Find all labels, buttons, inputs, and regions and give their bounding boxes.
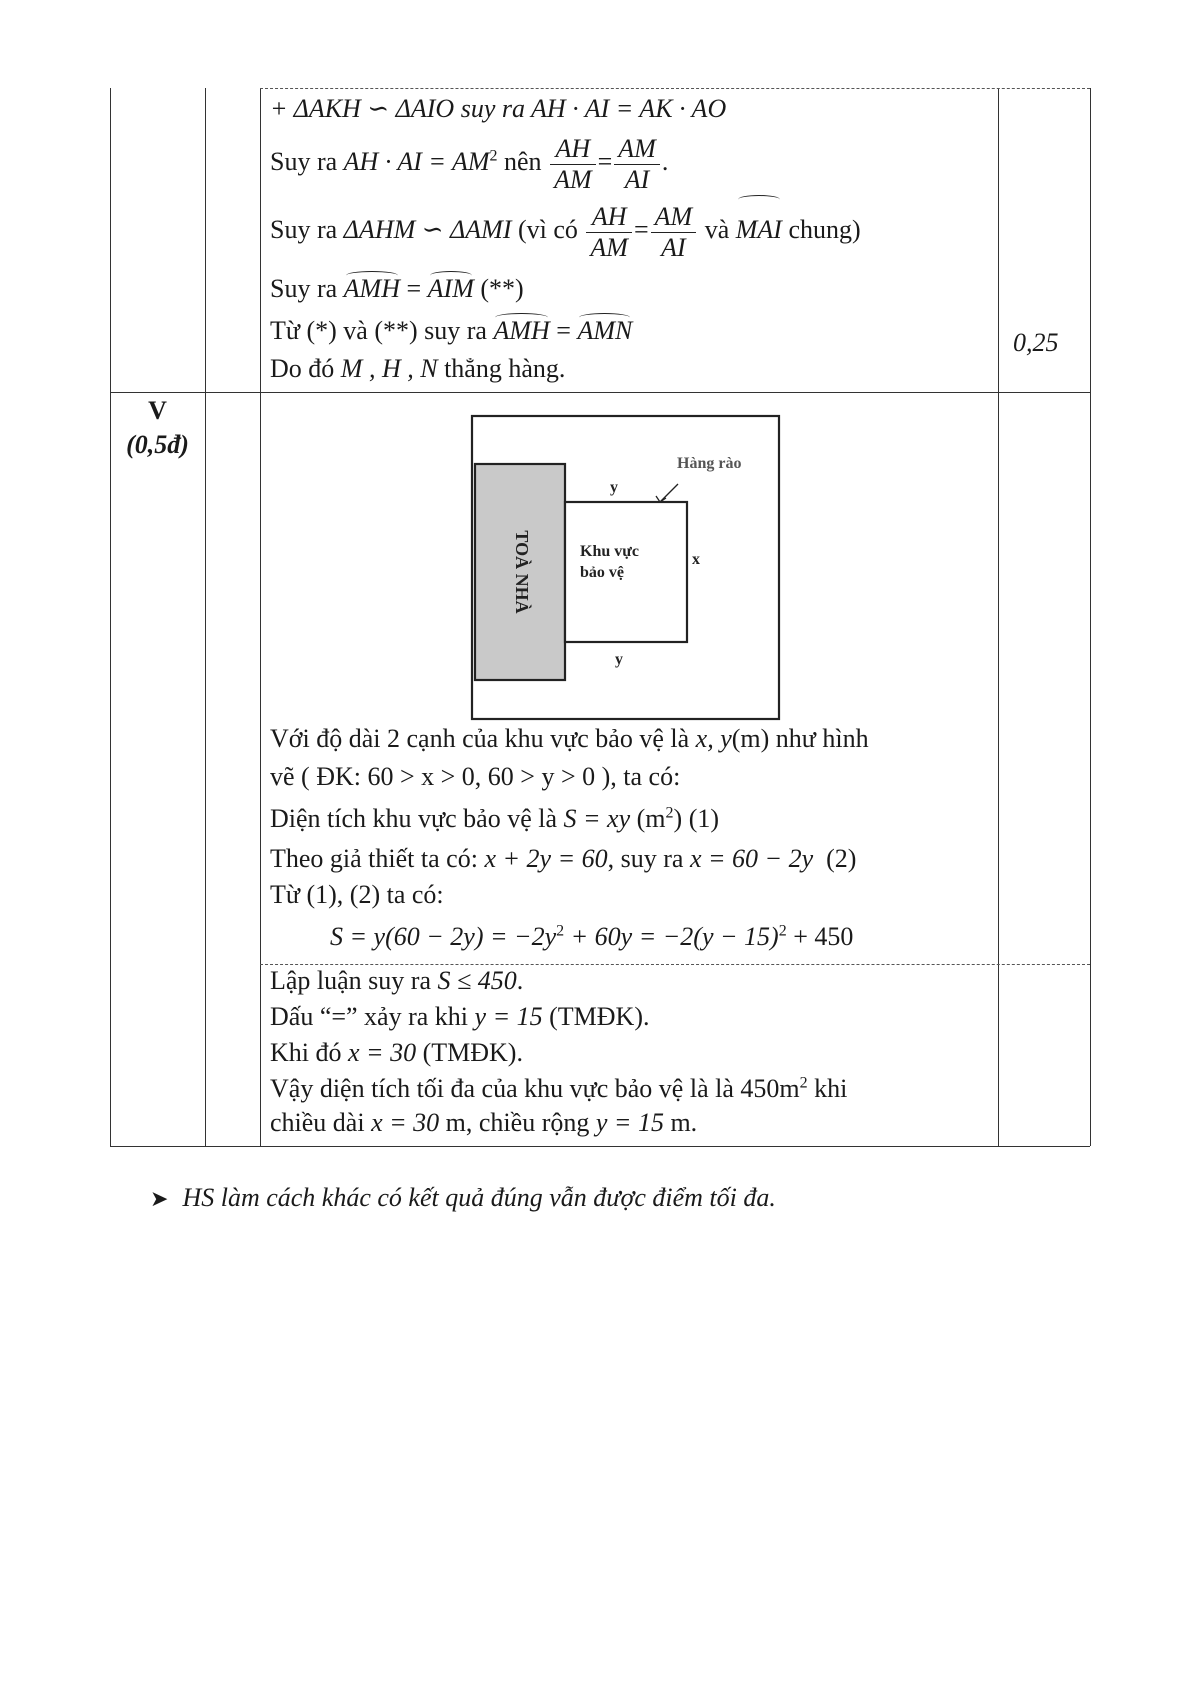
solution-line-9-math: x = 30 [348, 1038, 417, 1067]
proof-line-2-sup: 2 [489, 147, 498, 165]
solution-line-8 [270, 1002, 650, 1032]
solution-line-7-end: . [516, 966, 524, 995]
fence-label: Hàng rào [677, 455, 742, 472]
dimension-x: x [692, 551, 700, 568]
proof-line-1-text: + ΔAKH ∽ ΔAIO suy ra AH · AI = AK · AO [270, 94, 727, 123]
solution-line-8-prefix: Dấu “=” xảy ra khi [270, 1002, 469, 1031]
angle-amh: AMH [343, 274, 400, 303]
dimension-y-bottom: y [615, 651, 623, 668]
fraction-numerator: AM [614, 134, 660, 165]
proof-line-2-prefix: Suy ra [270, 147, 338, 176]
proof-line-3-and: và [704, 215, 730, 244]
proof-line-4: Suy ra AMH = AIM (**) [270, 274, 524, 303]
proof-line-2-mid: nên [504, 147, 542, 176]
proof-line-3-prefix: Suy ra [270, 215, 338, 244]
fraction-ah-am [586, 202, 632, 263]
solution-line-9-end: (TMĐK). [422, 1038, 523, 1067]
solution-line-4-end: (2) [826, 844, 857, 873]
fraction-denominator: AM [590, 232, 628, 262]
fraction-am-ai [614, 134, 660, 195]
proof-line-5-prefix: Từ (*) và (**) suy ra [270, 316, 487, 345]
fraction-am-ai [651, 202, 697, 263]
solution-line-4-math-1: x + 2y = 60 [484, 844, 608, 873]
solution-line-3-end: ) (1) [673, 804, 720, 833]
solution-line-11 [270, 1108, 697, 1138]
solution-line-5-text: Từ (1), (2) ta có: [270, 880, 444, 909]
table-inner-dashed [260, 964, 1090, 965]
section-label: V [148, 396, 167, 425]
proof-line-5: Từ (*) và (**) suy ra AMH = AMN [270, 316, 633, 345]
solution-line-6-mid: + 60y = −2(y − 15) [564, 922, 779, 951]
proof-line-2-math: AH · AI = AM [343, 147, 490, 176]
solution-line-1-math: x, y [695, 724, 732, 753]
solution-line-8-math: y = 15 [474, 1002, 543, 1031]
table-col-divider-1 [205, 88, 206, 1146]
table-border-left [110, 88, 111, 1146]
table-border-bottom [110, 1146, 1090, 1147]
solution-line-3 [270, 804, 719, 834]
area-label-line-1: Khu vực [580, 543, 639, 560]
solution-line-1 [270, 724, 869, 754]
fraction-numerator: AH [550, 134, 596, 165]
solution-line-1-text: Với độ dài 2 cạnh của khu vực bảo vệ là [270, 724, 690, 753]
solution-line-1-unit: (m) [731, 724, 770, 753]
solution-line-10-end: khi [807, 1074, 848, 1103]
solution-line-6-math: S = y(60 − 2y) = −2y [330, 922, 557, 951]
angle-aim: AIM [427, 274, 474, 303]
solution-line-7 [270, 966, 523, 996]
solution-line-4-math-2: x = 60 − 2y [689, 844, 814, 873]
angle-mai: MAI [736, 198, 782, 262]
proof-line-6-math: M , H , N [340, 354, 438, 383]
dimension-y-top: y [610, 479, 618, 496]
table-col-divider-3 [998, 88, 999, 1146]
solution-line-11-end: m. [670, 1108, 698, 1137]
solution-line-9-prefix: Khi đó [270, 1038, 342, 1067]
solution-line-3-prefix: Diện tích khu vực bảo vệ là [270, 804, 558, 833]
angle-amh: AMH [493, 316, 550, 345]
proof-line-1 [270, 94, 726, 124]
solution-line-2 [270, 762, 680, 792]
footer-note [150, 1183, 776, 1213]
solution-line-5 [270, 880, 444, 910]
solution-line-3-sup: 2 [665, 804, 674, 822]
building-label: TOÀ NHÀ [511, 530, 532, 614]
solution-line-1-end: như hình [775, 724, 869, 753]
proof-line-3-math: ΔAHM ∽ ΔAMI [343, 215, 512, 244]
solution-line-4-prefix: Theo giả thiết ta có: [270, 844, 478, 873]
solution-line-11-math-2: y = 15 [595, 1108, 664, 1137]
fraction-ah-am [550, 134, 596, 195]
table-border-right [1090, 88, 1091, 1146]
proof-line-3-end: chung) [788, 215, 861, 244]
solution-line-4 [270, 844, 856, 874]
solution-line-6-sup-2: 2 [778, 922, 787, 940]
area-label-line-2: bảo vệ [580, 564, 624, 581]
proof-line-3-mid: (vì có [518, 215, 578, 244]
fence-pointer-line [660, 484, 678, 502]
solution-line-7-prefix: Lập luận suy ra [270, 966, 432, 995]
footer-note-text: HS làm cách khác có kết quả đúng vẫn được điểm tối đa. [182, 1183, 776, 1212]
solution-line-11-prefix: chiều dài [270, 1108, 365, 1137]
solution-line-11-mid: m, chiều rộng [445, 1108, 590, 1137]
solution-line-9 [270, 1038, 523, 1068]
proof-line-6-prefix: Do đó [270, 354, 335, 383]
solution-line-6 [330, 922, 853, 952]
arrow-bullet-icon: ➤ [150, 1186, 169, 1211]
solution-line-8-end: (TMĐK). [549, 1002, 650, 1031]
solution-line-6-end: + 450 [786, 922, 854, 951]
table-top-dashed [260, 88, 1090, 89]
solution-line-4-mid: , suy ra [607, 844, 684, 873]
solution-line-10 [270, 1074, 847, 1104]
proof-line-4-end: (**) [480, 274, 524, 303]
fraction-denominator: AI [661, 232, 686, 262]
proof-line-6 [270, 354, 565, 384]
fraction-denominator: AM [554, 164, 592, 194]
section-points: (0,5đ) [126, 430, 189, 459]
solution-line-10-sup: 2 [799, 1074, 808, 1092]
fraction-numerator: AH [586, 202, 632, 233]
solution-line-11-math-1: x = 30 [371, 1108, 440, 1137]
solution-line-6-sup: 2 [556, 922, 565, 940]
fraction-denominator: AI [624, 164, 650, 194]
angle-amn: AMN [577, 316, 633, 345]
table-col-divider-2 [260, 88, 261, 1146]
table-row-divider [110, 392, 1090, 393]
proof-line-3: Suy ra ΔAHM ∽ ΔAMI (vì có $\frac{AH}{AM}$ = $\frac{AM}{AI}$ và MAI chung) [270, 198, 861, 263]
proof-line-6-end: thẳng hàng. [444, 354, 566, 383]
protection-area-diagram [470, 412, 785, 724]
solution-line-3-unit: (m [636, 804, 666, 833]
solution-line-7-math: S ≤ 450 [437, 966, 517, 995]
proof-line-4-prefix: Suy ra [270, 274, 338, 303]
solution-line-2-text: vẽ ( ĐK: 60 > x > 0, 60 > y > 0 ), ta có: [270, 762, 681, 791]
solution-line-3-math: S = xy [563, 804, 631, 833]
fraction-numerator: AM [651, 202, 697, 233]
score-value: 0,25 [1013, 328, 1059, 357]
proof-line-2: Suy ra AH · AI = $AM^2$ nên $\frac{AH}{AM}$ = $\frac{AM}{AI}$ . [270, 133, 669, 194]
solution-line-10-text: Vậy diện tích tối đa của khu vực bảo vệ là là 450m [270, 1074, 800, 1103]
